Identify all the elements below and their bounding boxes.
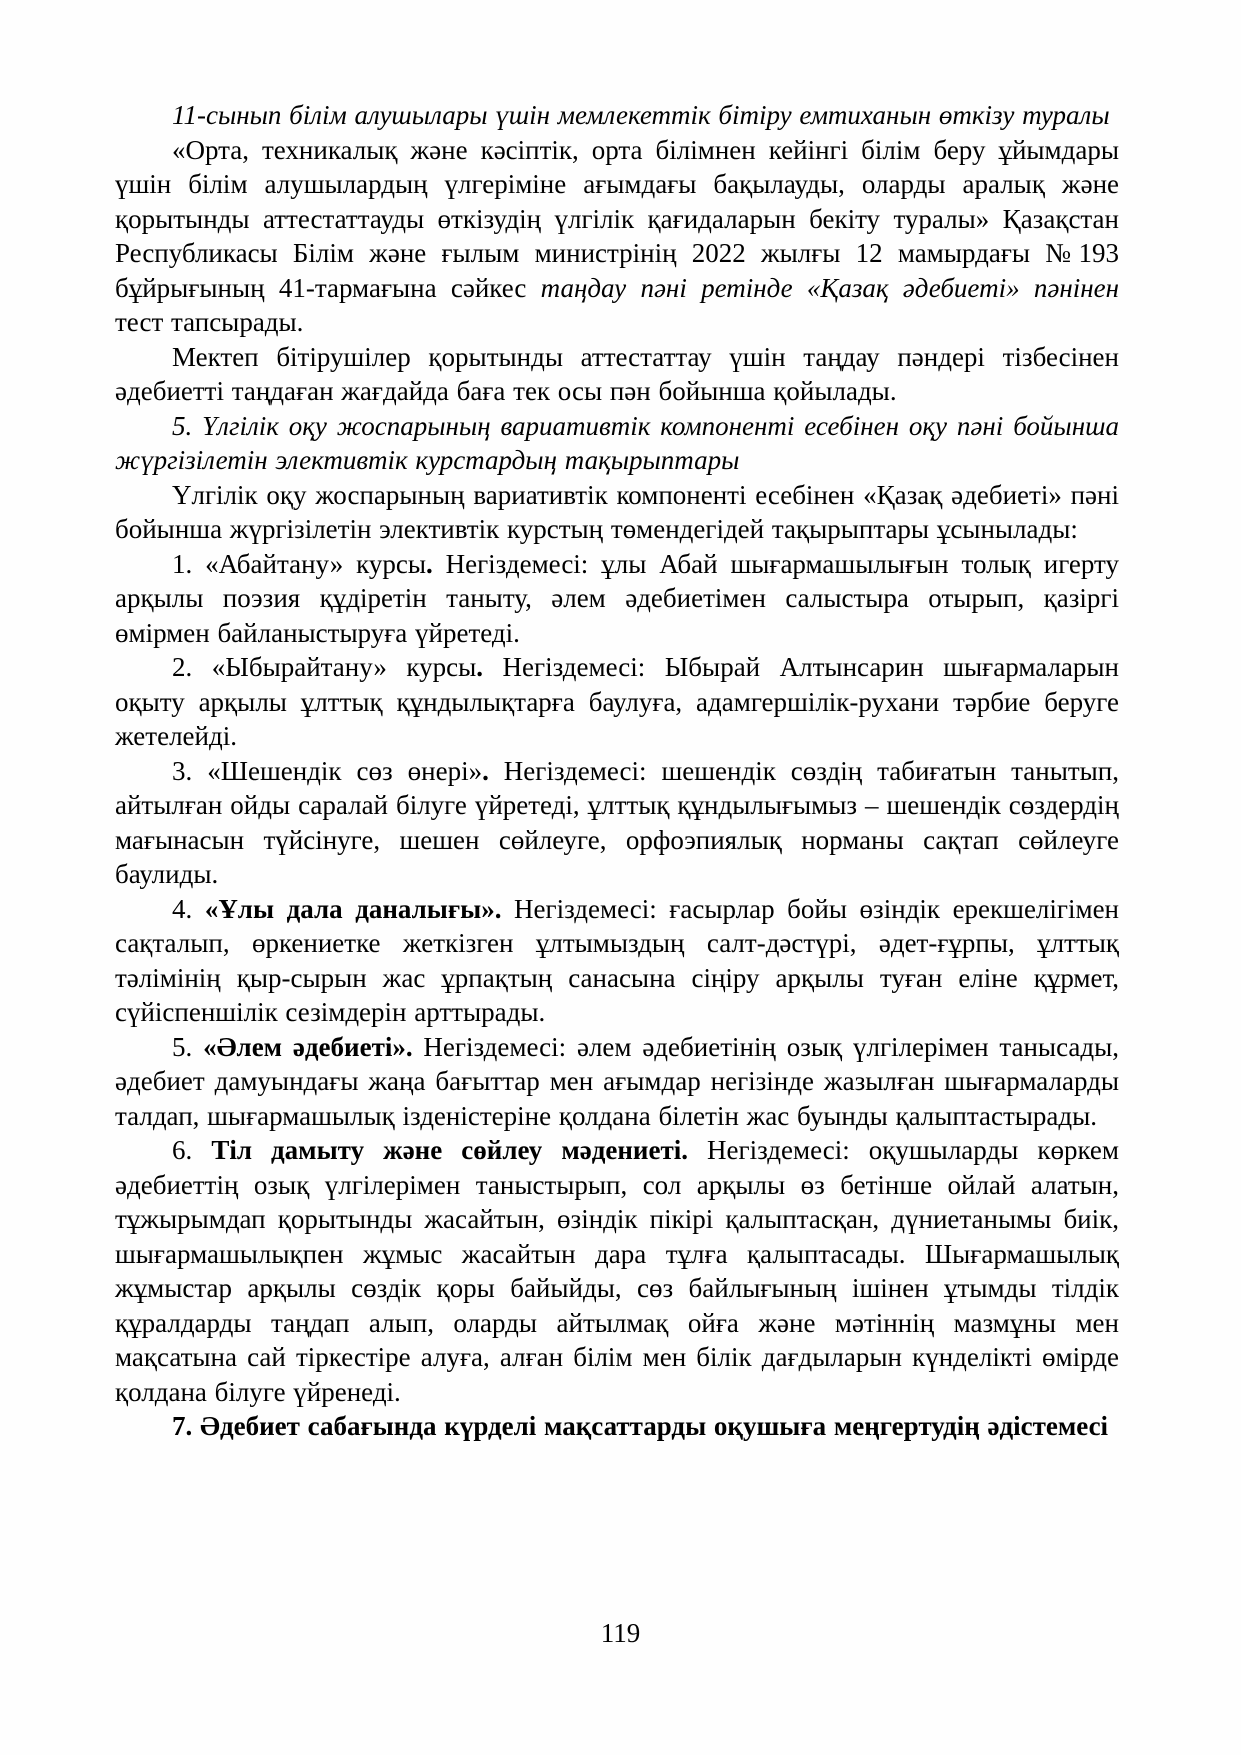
text-run: Негіздемесі: әлем әдебиетінің озық үлгілерімен танысады, әдебиет дамуындағы жаңа бағыттар мен ағымдар негізінде жазылған шығармаларды талдап, шығармашылық ізденістеріне қолдана білетін жас буынды қалыптастырады. — [115, 1031, 1120, 1131]
text-run: 7. Әдебиет сабағында күрделі мақсаттарды оқушыға меңгертудің әдістемесі — [172, 1411, 1109, 1441]
heading-exam-notice — [115, 98, 1119, 133]
para-course-2-ybyraytanu — [115, 650, 1119, 754]
text-run: «Әлем әдебиеті». — [203, 1031, 413, 1062]
text-run: Негіздемесі: оқушыларды көркем әдебиеттің озық үлгілерімен таныстырып, сол арқылы өз бетінше ойлай алатын, тұжырымдап қорытынды жасайтын, өзіндік пікірі қалыптасқан, дүниетанымы биік, шығармашылықпен жұмыс жасайтын дара тұлға қалыптасады. Шығармашылық жұмыстар арқылы сөздік қоры байыйды, сөз байлығының ішінен ұтымды тілдік құралдарды таңдап алып, оларды айтылмақ ойға және мәтіннің мазмұны мен мақсатына сай тіркестіре алуға, алған білім мен білік дағдыларын күнделікті өмірде қолдана білуге үйренеді. — [115, 1135, 1119, 1407]
para-course-1-abaytanu — [115, 547, 1119, 651]
text-run: Мектеп бітірушілер қорытынды аттестаттау үшін таңдау пәндері тізбесінен әдебиетті таңдаған жағдайда баға тек осы пән бойынша қойылады. — [115, 341, 1119, 406]
text-run: Негіздемесі: ғасырлар бойы өзіндік ерекшелігімен сақталып, өркениетке жеткізген ұлтымыздың салт-дәстүрі, әдет-ғұрпы, ұлттық тәлімінің қыр-сырын жас ұрпақтың санасына сіңіру арқылы туған еліне құрмет, сүйіспеншілік сезімдерін арттырады. — [115, 893, 1119, 1027]
text-run: Негіздемесі: Ыбырай Алтынсарин шығармаларын оқыту арқылы ұлттық құндылықтарға баулуға, адамгершілік-рухани тәрбие беруге жетелейді. — [115, 652, 1119, 751]
text-run: 3. «Шешендік сөз өнері» — [172, 755, 483, 786]
text-run: 5. — [172, 1031, 204, 1062]
document-body — [115, 98, 1119, 1444]
para-course-6-til-damytu — [115, 1133, 1119, 1409]
page-number: 119 — [600, 1618, 641, 1648]
text-run: . — [476, 652, 484, 682]
para-elective-intro — [115, 478, 1119, 547]
heading-methodology — [115, 1409, 1119, 1444]
text-run: 6. — [172, 1135, 212, 1165]
para-graduates-attestation — [115, 340, 1119, 409]
text-run: Тіл дамыту және сөйлеу мәдениеті. — [211, 1135, 688, 1165]
text-run: таңдау пәні ретінде «Қазақ әдебиеті» пәнінен — [540, 272, 1119, 303]
text-run: «Орта, техникалық және кәсіптік, орта білімнен кейінгі білім беру ұйымдары үшін білім алушылардың үлгеріміне ағымдағы бақылауды, оларды аралық және қорытынды аттестаттауды өткізудің үлгілік қағидаларын бекіту туралы» Қазақстан Республикасы Білім және ғылым министрінің 2022 жылғы 12 мамырдағы №193 бұйрығының 41-тармағына сәйкес — [115, 134, 1119, 303]
para-course-4-uly-dala — [115, 892, 1119, 1030]
text-run: 4. — [172, 893, 205, 924]
text-run: Үлгілік оқу жоспарының вариативтік компоненті есебінен «Қазақ әдебиеті» пәні бойынша жүргізілетін элективтік курстың төмендегідей тақырыптары ұсынылады: — [115, 479, 1119, 544]
text-run: Негіздемесі: ұлы Абай шығармашылығын толық игерту арқылы поэзия құдіретін таныту, әлем әдебиетімен салыстыра отырып, қазіргі өмірмен байланыстыруға үйретеді. — [115, 548, 1119, 648]
text-run: «Ұлы дала даналығы». — [204, 893, 502, 924]
text-run: Негіздемесі: шешендік сөздің табиғатын танытып, айтылған ойды саралай білуге үйретеді, ұлттық құндылығымыз – шешендік сөздердің мағынасын түйсінуге, шешен сөйлеуге, орфоэпиялық норманы сақтап сөйлеуге баулиды. — [115, 755, 1120, 889]
text-run: 1. «Абайтану» курсы — [172, 548, 426, 579]
text-run: . — [425, 548, 433, 579]
text-run: 11-сынып білім алушылары үшін мемлекеттік бітіру емтиханын өткізу туралы — [172, 100, 1110, 130]
text-run: 2. «Ыбырайтану» курсы — [172, 652, 477, 682]
para-ministry-order — [115, 133, 1119, 340]
para-course-5-alem-adebieti — [115, 1030, 1119, 1134]
heading-elective-courses — [115, 409, 1119, 478]
para-course-3-sheshendik — [115, 754, 1119, 892]
text-run: . — [482, 755, 489, 786]
text-run: 5. Үлгілік оқу жоспарының вариативтік компоненті есебінен оқу пәні бойынша жүргізілетін элективтік курстардың тақырыптары — [115, 410, 1119, 475]
text-run: тест тапсырады. — [115, 307, 304, 337]
